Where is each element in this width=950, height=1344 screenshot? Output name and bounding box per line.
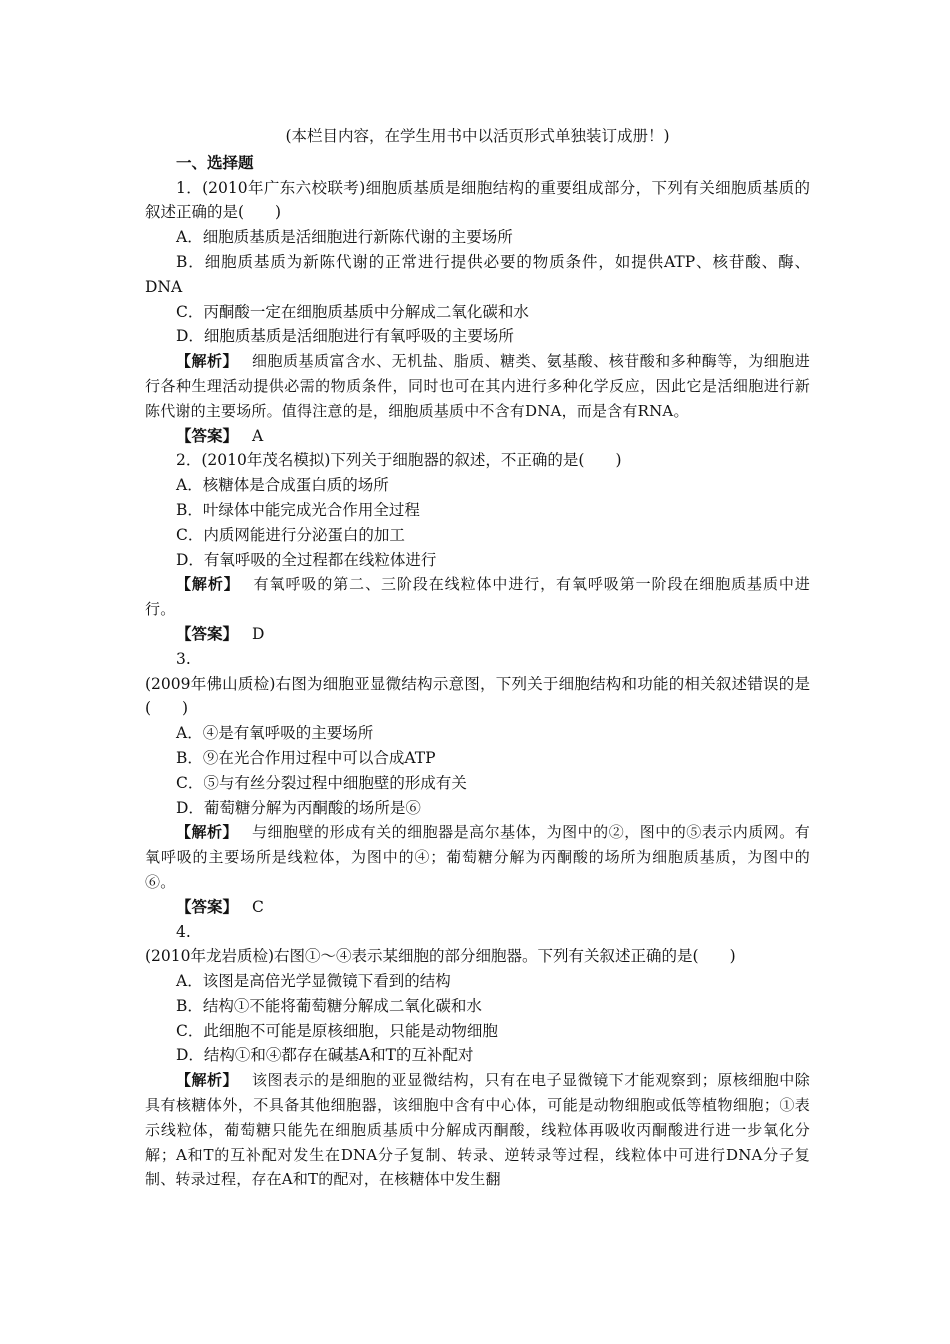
answer-value: C bbox=[252, 897, 264, 916]
document-page bbox=[145, 124, 810, 1192]
option-a: A．细胞质基质是活细胞进行新陈代谢的主要场所 bbox=[176, 228, 513, 247]
question-number: 3. bbox=[176, 649, 191, 668]
option-a: A．核糖体是合成蛋白质的场所 bbox=[176, 476, 389, 495]
answer-value: D bbox=[252, 624, 265, 643]
section-title: 一、选择题 bbox=[176, 152, 254, 172]
answer bbox=[145, 622, 810, 647]
analysis-label: 【解析】 bbox=[176, 352, 239, 371]
option-b: B．细胞质基质为新陈代谢的正常进行提供必要的物质条件，如提供ATP、核苷酸、酶、DNA bbox=[145, 252, 810, 296]
option-c: C．此细胞不可能是原核细胞，只能是动物细胞 bbox=[176, 1021, 498, 1040]
option-d: D．结构①和④都存在碱基A和T的互补配对 bbox=[176, 1046, 474, 1065]
question-2 bbox=[145, 448, 810, 646]
option-c: C．⑤与有丝分裂过程中细胞壁的形成有关 bbox=[176, 773, 467, 792]
analysis-text: 与细胞壁的形成有关的细胞器是高尔基体，为图中的②，图中的⑤表示内质网。有氧呼吸的主要场所是线粒体，为图中的④；葡萄糖分解为丙酮酸的场所为细胞质基质，为图中的⑥。 bbox=[145, 823, 810, 891]
question-number: 4. bbox=[176, 922, 191, 941]
answer-label: 【答案】 bbox=[176, 623, 239, 643]
option-c: C．内质网能进行分泌蛋白的加工 bbox=[176, 525, 405, 544]
option-d: D．葡萄糖分解为丙酮酸的场所是⑥ bbox=[176, 798, 421, 817]
option-d: D．有氧呼吸的全过程都在线粒体进行 bbox=[176, 550, 437, 569]
question-3 bbox=[145, 647, 810, 920]
analysis-text: 有氧呼吸的第二、三阶段在线粒体中进行，有氧呼吸第一阶段在细胞质基质中进行。 bbox=[145, 575, 810, 619]
question-stem: 2．(2010年茂名模拟)下列关于细胞器的叙述，不正确的是( ) bbox=[176, 451, 622, 470]
analysis-label: 【解析】 bbox=[176, 823, 239, 842]
question-stem: 1．(2010年广东六校联考)细胞质基质是细胞结构的重要组成部分，下列有关细胞质基质的叙述正确的是( ) bbox=[145, 178, 810, 222]
question-stem: (2009年佛山质检)右图为细胞亚显微结构示意图，下列关于细胞结构和功能的相关叙述错误的是( ) bbox=[145, 674, 810, 718]
answer bbox=[145, 895, 810, 920]
analysis-text: 细胞质基质富含水、无机盐、脂质、糖类、氨基酸、核苷酸和多种酶等，为细胞进行各种生理活动提供必需的物质条件，同时也可在其内进行多种化学反应，因此它是活细胞进行新陈代谢的主要场所。值得注意的是，细胞质基质中不含有DNA，而是含有RNA。 bbox=[145, 352, 810, 420]
option-a: A．④是有氧呼吸的主要场所 bbox=[176, 724, 374, 743]
option-d: D．细胞质基质是活细胞进行有氧呼吸的主要场所 bbox=[176, 327, 514, 346]
analysis bbox=[145, 1068, 810, 1192]
header-note: (本栏目内容，在学生用书中以活页形式单独装订成册！) bbox=[285, 127, 670, 145]
option-b: B．结构①不能将葡萄糖分解成二氧化碳和水 bbox=[176, 996, 482, 1015]
question-4 bbox=[145, 920, 810, 1193]
option-a: A．该图是高倍光学显微镜下看到的结构 bbox=[176, 972, 451, 991]
analysis bbox=[145, 572, 810, 622]
option-c: C．丙酮酸一定在细胞质基质中分解成二氧化碳和水 bbox=[176, 302, 529, 321]
answer-value: A bbox=[252, 426, 264, 445]
analysis-text: 该图表示的是细胞的亚显微结构，只有在电子显微镜下才能观察到；原核细胞中除具有核糖体外，不具备其他细胞器，该细胞中含有中心体，可能是动物细胞或低等植物细胞；①表示线粒体，葡萄糖只能先在细胞质基质中分解成丙酮酸，线粒体再吸收丙酮酸进行进一步氧化分解；A和T的互补配对发生在DNA分子复制、转录、逆转录等过程，线粒体中可进行DNA分子复制、转录过程，存在A和T的配对，在核糖体中发生翻 bbox=[145, 1071, 810, 1189]
analysis bbox=[145, 820, 810, 894]
answer bbox=[145, 424, 810, 449]
answer-label: 【答案】 bbox=[176, 896, 239, 916]
analysis-label: 【解析】 bbox=[176, 1071, 239, 1090]
analysis-label: 【解析】 bbox=[176, 575, 240, 594]
option-b: B．叶绿体中能完成光合作用全过程 bbox=[176, 500, 420, 519]
option-b: B．⑨在光合作用过程中可以合成ATP bbox=[176, 748, 436, 767]
answer-label: 【答案】 bbox=[176, 425, 239, 445]
analysis bbox=[145, 349, 810, 423]
question-1 bbox=[145, 176, 810, 449]
question-stem: (2010年龙岩质检)右图①～④表示某细胞的部分细胞器。下列有关叙述正确的是( ) bbox=[145, 947, 736, 966]
